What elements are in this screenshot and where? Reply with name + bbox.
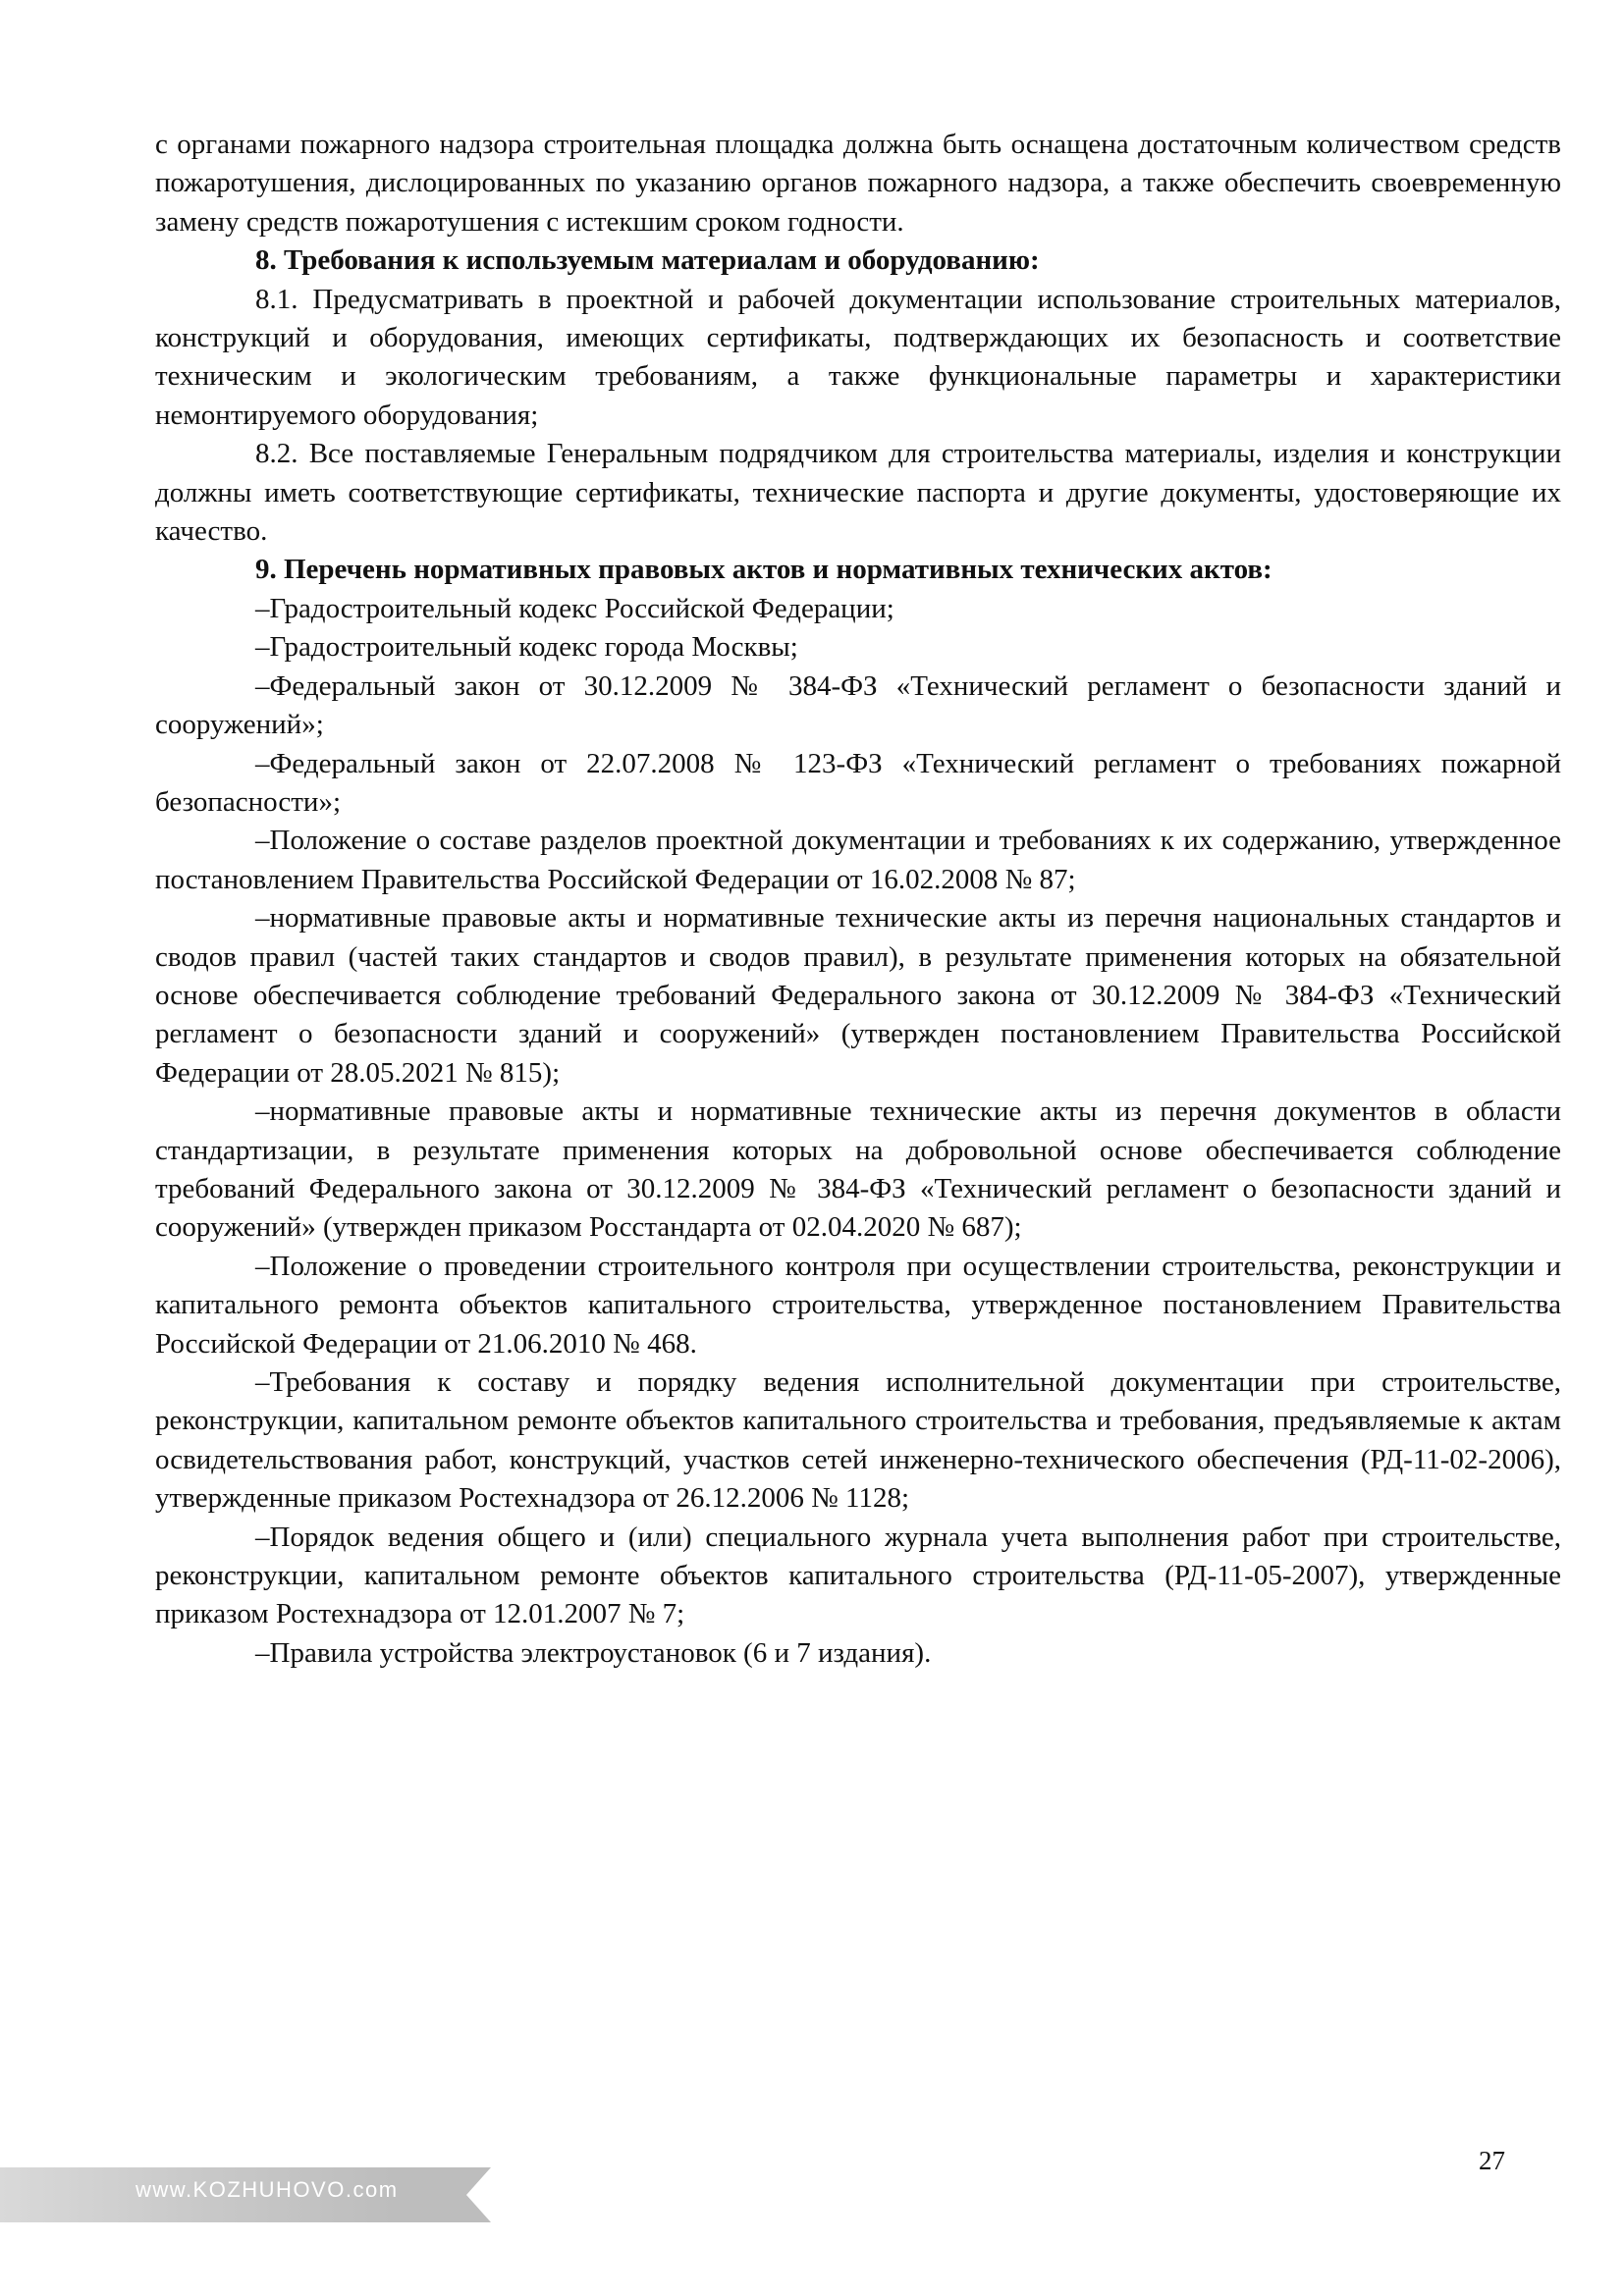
list-item: –Порядок ведения общего и (или) специального журнала учета выполнения работ при строительстве, реконструкции, капитальном ремонте объектов капитального строительства (РД-11-05-2007), утвержденные приказом Ростехнадзора от 12.01.2007 № 7; xyxy=(155,1521,1561,1630)
list-item: –Федеральный закон от 22.07.2008 № 123-ФЗ «Технический регламент о требованиях пожарной безопасности»; xyxy=(155,747,1561,818)
list-item: –Градостроительный кодекс города Москвы; xyxy=(255,631,798,664)
section-8-heading: 8. Требования к используемым материалам и оборудованию: xyxy=(255,244,1040,277)
list-item: –Правила устройства электроустановок (6 и 7 издания). xyxy=(255,1636,932,1669)
list-item: –Положение о составе разделов проектной документации и требованиях к их содержанию, утвержденное постановлением Правительства Российской Федерации от 16.02.2008 № 87; xyxy=(155,825,1561,895)
document-body xyxy=(155,126,1561,1673)
footer-website-url[interactable]: www.KOZHUHOVO.com xyxy=(135,2177,399,2202)
list-item: –нормативные правовые акты и нормативные технические акты из перечня национальных стандартов и сводов правил (частей таких стандартов и сводов правил), в результате применения которых на обязательной основе обеспечивается соблюдение требований Федерального закона от 30.12.2009 № 384-ФЗ «Технический регламент о безопасности зданий и сооружений» (утвержден постановлением Правительства Российской Федерации от 28.05.2021 № 815); xyxy=(155,902,1561,1089)
list-item: –Федеральный закон от 30.12.2009 № 384-ФЗ «Технический регламент о безопасности зданий и сооружений»; xyxy=(155,669,1561,741)
list-item: –Требования к составу и порядку ведения исполнительной документации при строительстве, реконструкции, капитальном ремонте объектов капитального строительства и требования, предъявляемые к актам освидетельствования работ, конструкций, участков сетей инженерно-технического обеспечения (РД-11-02-2006), утвержденные приказом Ростехнадзора от 26.12.2006 № 1128; xyxy=(155,1366,1561,1515)
list-item: –нормативные правовые акты и нормативные технические акты из перечня документов в области стандартизации, в результате применения которых на добровольной основе обеспечивается соблюдение требований Федерального закона от 30.12.2009 № 384-ФЗ «Технический регламент о безопасности зданий и сооружений» (утвержден приказом Росстандарта от 02.04.2020 № 687); xyxy=(155,1095,1561,1244)
section-9-heading: 9. Перечень нормативных правовых актов и нормативных технических актов: xyxy=(255,554,1272,586)
paragraph-8-2: 8.2. Все поставляемые Генеральным подрядчиком для строительства материалы, изделия и конструкции должны иметь соответствующие сертификаты, технические паспорта и другие документы, удостоверяющие их качество. xyxy=(155,438,1561,548)
paragraph-8-1: 8.1. Предусматривать в проектной и рабочей документации использование строительных материалов, конструкций и оборудования, имеющих сертификаты, подтверждающих их безопасность и соответствие техническим и экологическим требованиям, а также функциональные параметры и характеристики немонтируемого оборудования; xyxy=(155,283,1561,431)
page-number: 27 xyxy=(1479,2146,1505,2175)
list-item: –Градостроительный кодекс Российской Федерации; xyxy=(255,592,894,624)
paragraph-fire-safety: с органами пожарного надзора строительная площадка должна быть оснащена достаточным количеством средств пожаротушения, дислоцированных по указанию органов пожарного надзора, а также обеспечить своевременную замену средств пожаротушения с истекшим сроком годности. xyxy=(155,129,1561,238)
list-item: –Положение о проведении строительного контроля при осуществлении строительства, реконструкции и капитального ремонта объектов капитального строительства, утвержденное постановлением Правительства Российской Федерации от 21.06.2010 № 468. xyxy=(155,1250,1561,1360)
